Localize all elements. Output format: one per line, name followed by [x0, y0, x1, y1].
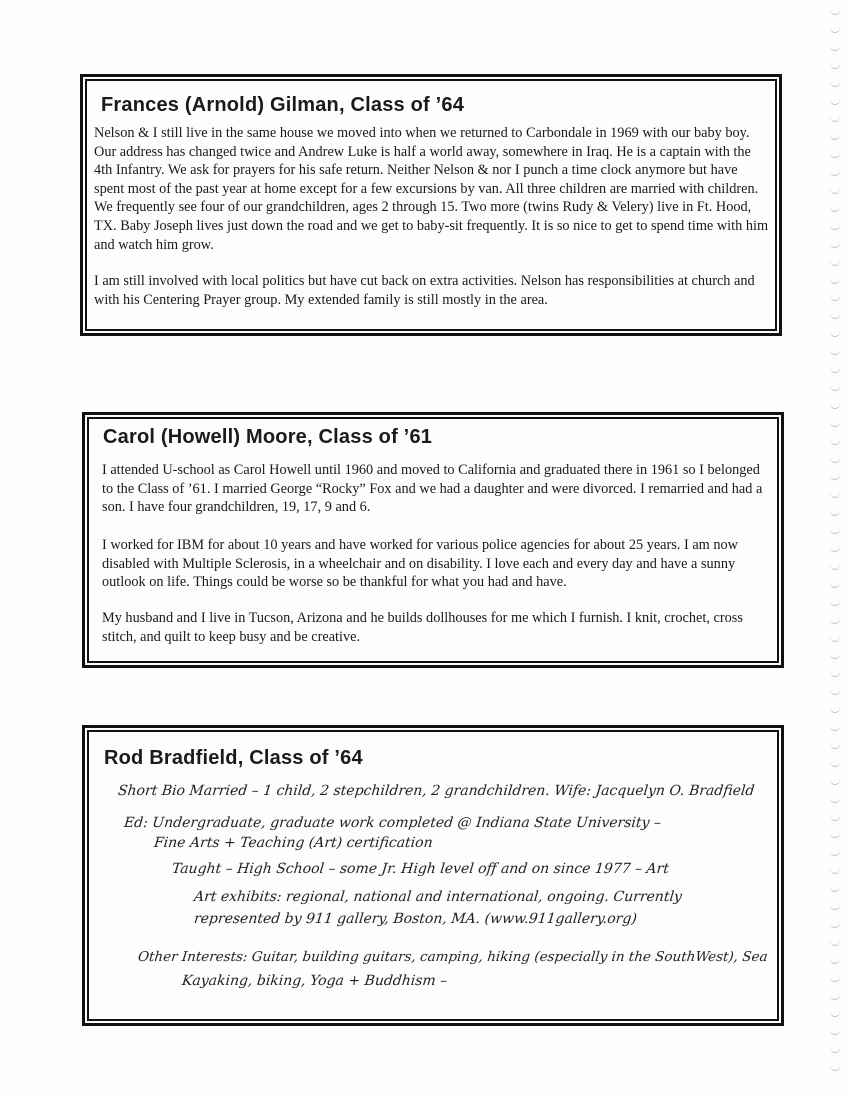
- binding-hole: [830, 366, 840, 373]
- entry-rod-bradfield: [82, 725, 784, 1026]
- binding-hole: [830, 545, 840, 552]
- binding-hole: [830, 796, 840, 803]
- entry-paragraph: I attended U-school as Carol Howell until 1960 and moved to California and graduated there in 1961 so I belonged to the Class of ’61. I married George “Rocky” Fox and we had a daughter and were divorced. I remarried and had a son. I have four grandchildren, 19, 17, 9 and 6.: [102, 462, 763, 516]
- binding-hole: [830, 635, 840, 642]
- handwritten-line: Kayaking, biking, Yoga + Buddhism –: [181, 973, 449, 989]
- binding-hole: [830, 348, 840, 355]
- binding-hole: [830, 1010, 840, 1017]
- entry-title: Frances (Arnold) Gilman, Class of ’64: [101, 94, 465, 116]
- binding-hole: [830, 473, 840, 480]
- binding-hole: [830, 921, 840, 928]
- handwritten-line: Art exhibits: regional, national and international, ongoing. Currently: [193, 889, 683, 905]
- binding-hole: [830, 1064, 840, 1071]
- binding-hole: [830, 241, 840, 248]
- binding-hole: [830, 885, 840, 892]
- binding-hole: [830, 831, 840, 838]
- entry-carol-moore: [82, 412, 784, 668]
- binding-hole: [830, 1046, 840, 1053]
- binding-hole: [830, 760, 840, 767]
- binding-hole: [830, 205, 840, 212]
- binding-hole: [830, 670, 840, 677]
- binding-hole: [830, 993, 840, 1000]
- binding-hole: [830, 312, 840, 319]
- binding-hole: [830, 581, 840, 588]
- entry-paragraph: I worked for IBM for about 10 years and have worked for various police agencies for about 25 years. I am now disabled with Multiple Sclerosis, in a wheelchair and on disability. I love each and every day and have a sunny outlook on life. Things could be worse so be thankful for what you had and have.: [102, 537, 739, 591]
- binding-hole: [830, 849, 840, 856]
- binding-hole: [830, 133, 840, 140]
- binding-hole: [830, 80, 840, 87]
- binding-hole: [830, 26, 840, 33]
- binding-hole: [830, 44, 840, 51]
- binding-hole: [830, 115, 840, 122]
- binding-hole: [830, 975, 840, 982]
- binding-hole: [830, 402, 840, 409]
- binding-hole: [830, 330, 840, 337]
- binding-hole: [830, 599, 840, 606]
- binding-hole: [830, 384, 840, 391]
- handwritten-line: Short Bio Married – 1 child, 2 stepchildren, 2 grandchildren. Wife: Jacquelyn O. Bradfield: [117, 783, 756, 799]
- binding-hole: [830, 617, 840, 624]
- entry-paragraph: My husband and I live in Tucson, Arizona and he builds dollhouses for me which I furnish. I knit, crochet, cross stitch, and quilt to keep busy and be creative.: [102, 610, 743, 645]
- binding-hole: [830, 814, 840, 821]
- binding-hole: [830, 742, 840, 749]
- binding-hole: [830, 223, 840, 230]
- binding-hole: [830, 903, 840, 910]
- binding-hole: [830, 8, 840, 15]
- entry-paragraph: I am still involved with local politics but have cut back on extra activities. Nelson has responsibilities at church and with his Centering Prayer group. My extended family is still mostly in the area.: [94, 273, 755, 308]
- binding-hole: [830, 187, 840, 194]
- binding-hole: [830, 939, 840, 946]
- binding-hole: [830, 277, 840, 284]
- binding-hole: [830, 491, 840, 498]
- binding-hole: [830, 652, 840, 659]
- binding-holes: [822, 8, 840, 1088]
- binding-hole: [830, 778, 840, 785]
- binding-hole: [830, 259, 840, 266]
- binding-hole: [830, 688, 840, 695]
- handwritten-line: Other Interests: Guitar, building guitars, camping, hiking (especially in the SouthWest), Sea: [137, 949, 769, 965]
- binding-hole: [830, 527, 840, 534]
- binding-hole: [830, 62, 840, 69]
- binding-hole: [830, 1028, 840, 1035]
- binding-hole: [830, 169, 840, 176]
- binding-hole: [830, 438, 840, 445]
- binding-hole: [830, 563, 840, 570]
- entry-title: Rod Bradfield, Class of ’64: [104, 747, 363, 769]
- binding-hole: [830, 509, 840, 516]
- binding-hole: [830, 867, 840, 874]
- binding-hole: [830, 151, 840, 158]
- entry-paragraph: Nelson & I still live in the same house we moved into when we returned to Carbondale in 1969 with our baby boy. Our address has changed twice and Andrew Luke is half a world away, somewhere in Iraq. He is a captain with the 4th Infantry. We ask for prayers for his safe return. Neither Nelson & nor I punch a time clock anymore but have spent most of the past year at home except for a few excursions by van. All three children are married with children. We frequently see four of our grandchildren, ages 2 through 15. Two more (twins Rudy & Velery) live in Ft. Hood, TX. Baby Joseph lives just down the road and we get to baby-sit frequently. It is so nice to get to spend time with him and watch him grow.: [94, 125, 769, 253]
- binding-hole: [830, 706, 840, 713]
- handwritten-line: Taught – High School – some Jr. High level off and on since 1977 – Art: [171, 861, 670, 877]
- binding-hole: [830, 420, 840, 427]
- binding-hole: [830, 456, 840, 463]
- binding-hole: [830, 957, 840, 964]
- handwritten-line: Ed: Undergraduate, graduate work completed @ Indiana State University –: [123, 815, 662, 831]
- binding-hole: [830, 98, 840, 105]
- entry-title: Carol (Howell) Moore, Class of ’61: [103, 426, 433, 448]
- binding-hole: [830, 294, 840, 301]
- handwritten-line: represented by 911 gallery, Boston, MA. (www.911gallery.org): [193, 911, 638, 927]
- binding-hole: [830, 724, 840, 731]
- handwritten-line: Fine Arts + Teaching (Art) certification: [153, 835, 434, 851]
- entry-frances-gilman: [80, 74, 782, 336]
